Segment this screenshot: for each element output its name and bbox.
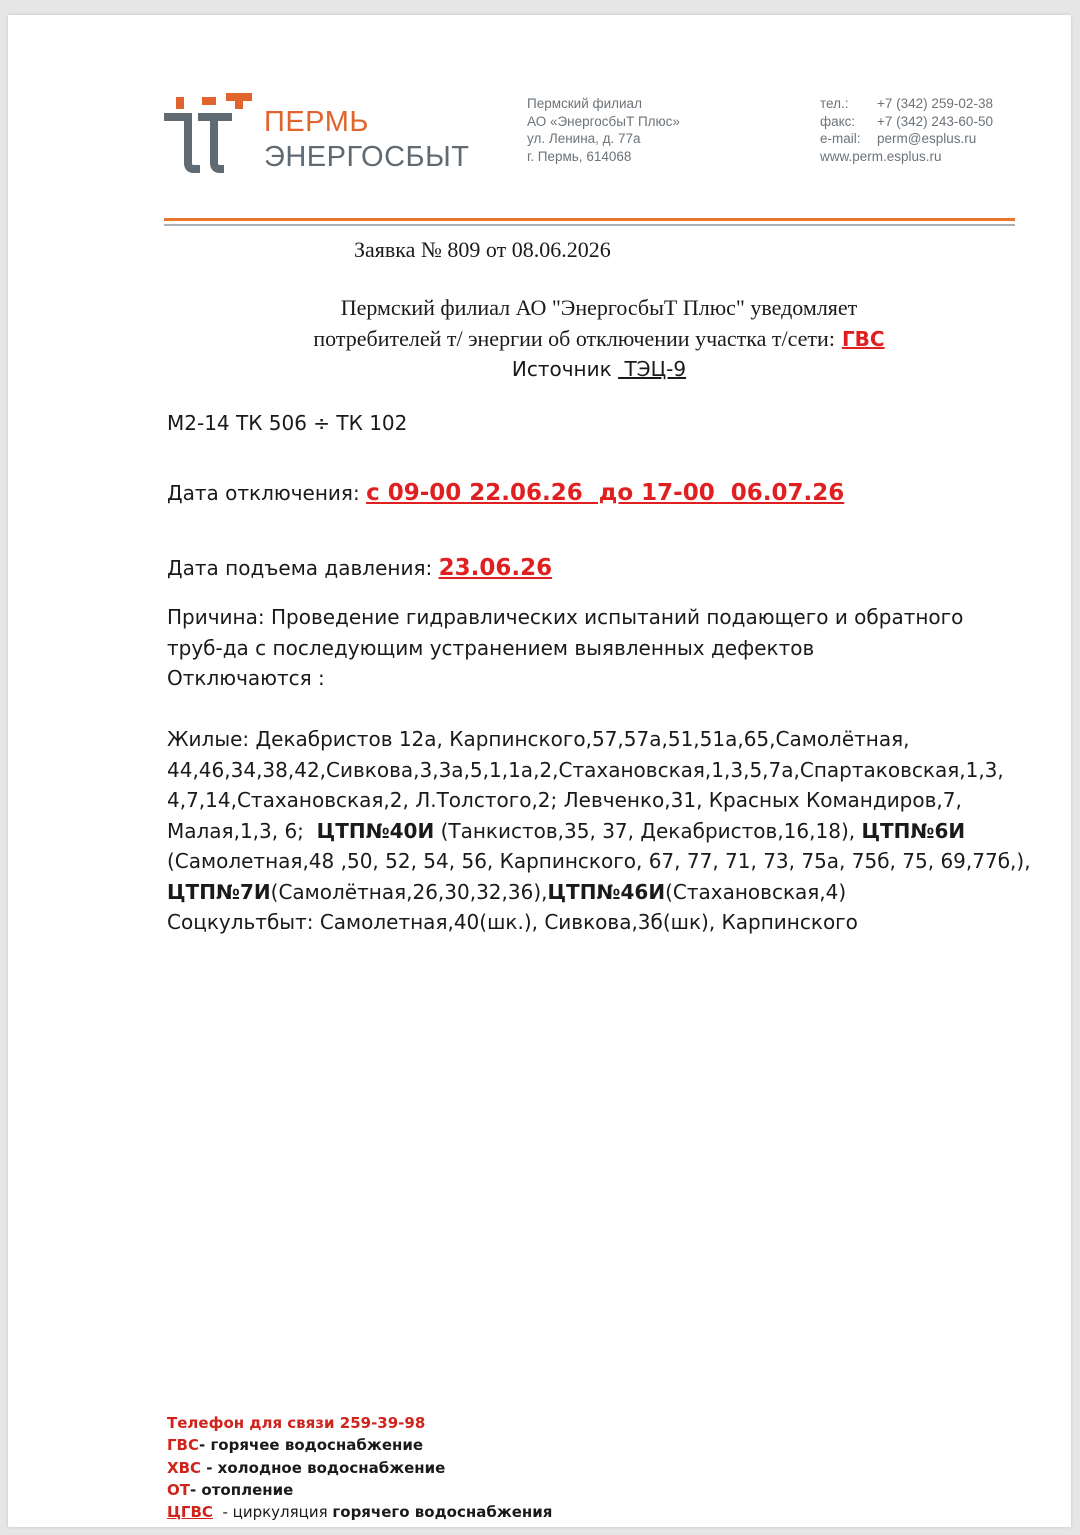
logo-title-perm: ПЕРМЬ bbox=[264, 106, 369, 138]
address-line: 4,7,14,Стахановская,2, Л.Толстого,2; Левченко,31, Красных Командиров,7, bbox=[167, 788, 962, 812]
outage-value: с 09-00 22.06.26 до 17-00 06.07.26 bbox=[366, 480, 845, 506]
source-value bbox=[618, 357, 686, 381]
header-rule-orange bbox=[164, 218, 1015, 221]
pressure-label: Дата подъема давления: bbox=[167, 556, 433, 580]
legend-abbr: ГВС bbox=[167, 1436, 199, 1455]
network-type: ГВС bbox=[841, 327, 885, 351]
legend-abbr: ХВС bbox=[167, 1458, 202, 1477]
contact-label: тел.: bbox=[820, 96, 849, 111]
legend-hvs bbox=[167, 1457, 552, 1479]
contact-value: www.perm.esplus.ru bbox=[820, 148, 942, 164]
address-text: (Самолётная,26,30,32,36), bbox=[270, 879, 548, 904]
notice-text: потребителей т/ энергии об отключении участка т/сети: bbox=[313, 326, 835, 351]
contact-fax bbox=[820, 113, 993, 131]
contact-value: +7 (342) 243-60-50 bbox=[877, 113, 993, 129]
address-line: 44,46,34,38,42,Сивкова,3,3а,5,1,1а,2,Стахановская,1,3,5,7а,Спартаковская,1,3, bbox=[167, 757, 1004, 782]
legend-text: - циркуляция bbox=[212, 1503, 333, 1522]
address-line bbox=[167, 816, 1031, 847]
pipe-section: М2-14 ТК 506 ÷ ТК 102 bbox=[167, 411, 408, 435]
branch-line: г. Пермь, 614068 bbox=[527, 148, 632, 164]
legend-cgvs bbox=[167, 1501, 552, 1523]
branch-line: АО «ЭнергосбыТ Плюс» bbox=[527, 113, 680, 129]
address-line: Соцкультбыт: Самолетная,40(шк.), Сивкова,3б(шк), Карпинского bbox=[167, 910, 858, 934]
address-line bbox=[167, 877, 1031, 908]
branch-address bbox=[527, 95, 680, 165]
address-text: Малая,1,3, 6; bbox=[167, 818, 317, 843]
source-line bbox=[168, 357, 1030, 381]
branch-line: Пермский филиал bbox=[527, 96, 642, 111]
source-value-text: ТЭЦ-9 bbox=[624, 357, 687, 381]
logo-title-energosbyt: ЭНЕРГОСБЫТ bbox=[264, 141, 470, 173]
addresses-block bbox=[167, 724, 1031, 938]
pressure-date bbox=[167, 553, 552, 584]
ctp-6-label: ЦТП№6И bbox=[861, 818, 966, 843]
outage-date bbox=[167, 478, 844, 509]
legend-gvs bbox=[167, 1434, 552, 1456]
notice-line-2 bbox=[168, 326, 1030, 352]
document-page bbox=[8, 15, 1071, 1527]
legend-block bbox=[167, 1412, 552, 1523]
legend-ot bbox=[167, 1479, 552, 1501]
branch-line: ул. Ленина, д. 77а bbox=[527, 131, 641, 146]
legend-abbr: ЦГВС bbox=[167, 1503, 213, 1522]
energosbyt-logo-icon bbox=[160, 93, 252, 175]
address-text: (Стахановская,4) bbox=[665, 879, 847, 904]
ctp-40-label: ЦТП№40И bbox=[316, 818, 435, 843]
source-label: Источник bbox=[511, 357, 612, 381]
contact-phone-note: Телефон для связи 259-39-98 bbox=[167, 1414, 426, 1432]
request-title: Заявка № 809 от 08.06.2026 bbox=[354, 237, 611, 262]
header-rule-gray bbox=[164, 224, 1015, 226]
ctp-46-label: ЦТП№46И bbox=[547, 879, 666, 904]
ctp-7-label: ЦТП№7И bbox=[167, 879, 271, 904]
contact-label: факс: bbox=[820, 113, 856, 129]
legend-text: горячего водоснабжения bbox=[332, 1503, 553, 1522]
legend-text: - отопление bbox=[189, 1480, 294, 1499]
contact-website bbox=[820, 148, 993, 166]
legend-text: - горячее водоснабжение bbox=[199, 1436, 424, 1455]
legend-text: - холодное водоснабжение bbox=[201, 1458, 446, 1477]
reason-block bbox=[167, 602, 963, 694]
address-line: (Самолетная,48 ,50, 52, 54, 56, Карпинского, 67, 77, 71, 73, 75а, 75б, 75, 69,77б,), bbox=[167, 849, 1031, 873]
legend-abbr: ОТ bbox=[167, 1480, 190, 1499]
reason-line: Отключаются : bbox=[167, 666, 325, 690]
address-line: Жилые: Декабристов 12а, Карпинского,57,57а,51,51а,65,Самолётная, bbox=[167, 727, 910, 751]
address-text: (Танкистов,35, 37, Декабристов,16,18), bbox=[434, 818, 862, 843]
contacts-block bbox=[820, 95, 993, 165]
reason-line: Причина: Проведение гидравлических испытаний подающего и обратного bbox=[167, 605, 964, 629]
contact-label: e-mail: bbox=[820, 131, 861, 146]
notice-line-1: Пермский филиал АО "ЭнергосбыТ Плюс" уведомляет bbox=[340, 295, 858, 320]
contact-value: perm@esplus.ru bbox=[877, 131, 977, 146]
contact-phone bbox=[820, 95, 993, 113]
outage-label: Дата отключения: bbox=[167, 481, 360, 505]
reason-line: труб-да с последующим устранением выявленных дефектов bbox=[167, 635, 815, 660]
contact-value: +7 (342) 259-02-38 bbox=[877, 96, 993, 111]
pressure-value: 23.06.26 bbox=[438, 555, 553, 581]
contact-email bbox=[820, 130, 993, 148]
